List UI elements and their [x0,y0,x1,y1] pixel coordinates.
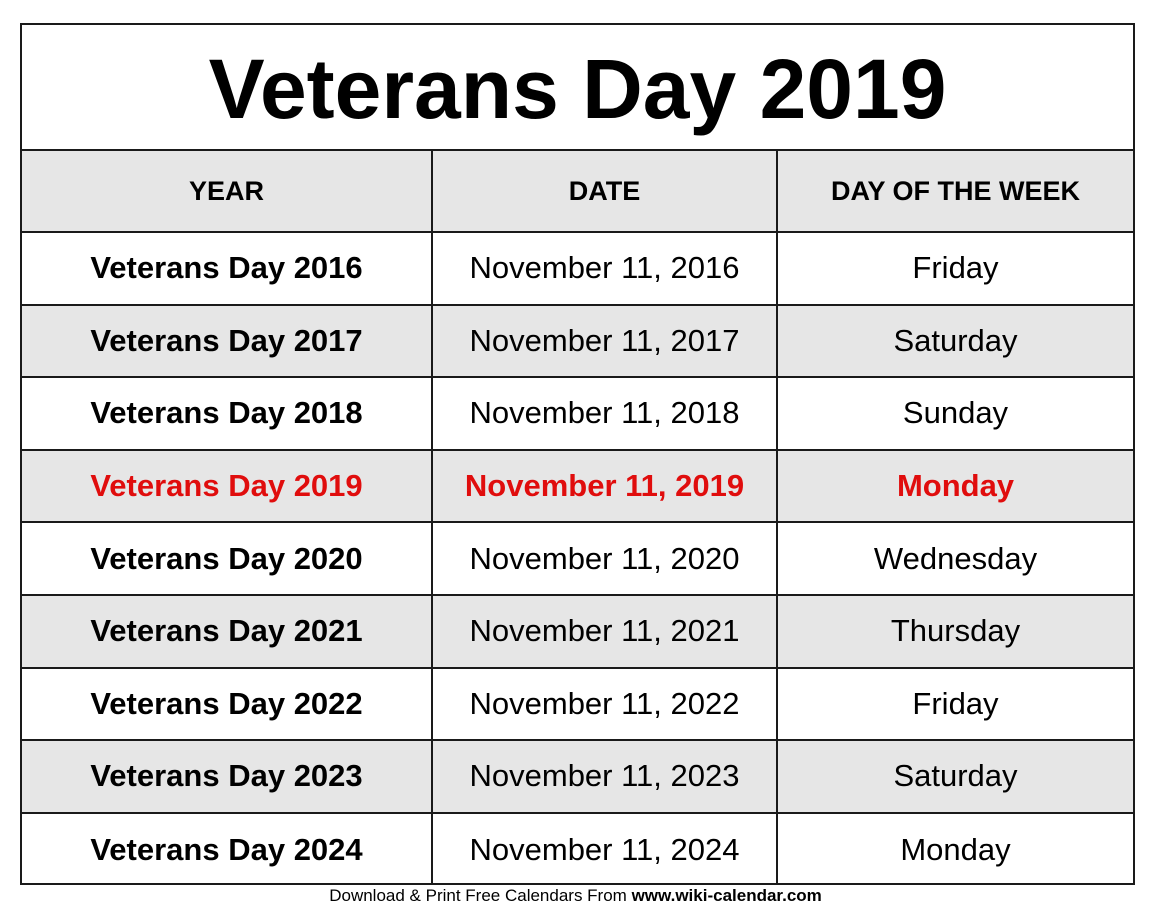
year-cell: Veterans Day 2017 [22,305,432,378]
year-cell: Veterans Day 2023 [22,740,432,813]
year-cell: Veterans Day 2018 [22,377,432,450]
table-row [22,813,1133,886]
page-title: Veterans Day 2019 [22,25,1133,151]
table-row [22,740,1133,813]
day-cell: Saturday [777,305,1133,378]
day-cell: Thursday [777,595,1133,668]
year-cell: Veterans Day 2021 [22,595,432,668]
date-cell: November 11, 2021 [432,595,777,668]
footer [0,886,1151,906]
year-cell: Veterans Day 2022 [22,668,432,741]
table-row [22,668,1133,741]
table-header-row [22,151,1133,232]
date-cell: November 11, 2023 [432,740,777,813]
veterans-day-table [22,151,1133,885]
day-cell: Monday [777,450,1133,523]
table-row [22,305,1133,378]
table-row [22,522,1133,595]
year-cell: Veterans Day 2020 [22,522,432,595]
year-cell: Veterans Day 2016 [22,232,432,305]
column-header-date: DATE [432,151,777,232]
date-cell: November 11, 2020 [432,522,777,595]
day-cell: Saturday [777,740,1133,813]
day-cell: Friday [777,232,1133,305]
table-row-highlighted [22,450,1133,523]
date-cell: November 11, 2024 [432,813,777,886]
table-row [22,595,1133,668]
date-cell: November 11, 2017 [432,305,777,378]
date-cell: November 11, 2022 [432,668,777,741]
table-row [22,232,1133,305]
year-cell: Veterans Day 2019 [22,450,432,523]
table-row [22,377,1133,450]
footer-site-link[interactable]: www.wiki-calendar.com [631,886,822,905]
day-cell: Monday [900,831,1011,867]
column-header-day-of-week: DAY OF THE WEEK [777,151,1133,232]
footer-text: Download & Print Free Calendars From [329,886,632,905]
date-cell: November 11, 2018 [432,377,777,450]
day-cell: Wednesday [777,522,1133,595]
day-cell: Friday [777,668,1133,741]
year-cell: Veterans Day 2024 [22,813,432,886]
calendar-sheet [20,23,1135,885]
day-cell: Sunday [777,377,1133,450]
date-cell: November 11, 2016 [432,232,777,305]
column-header-year: YEAR [22,151,432,232]
date-cell: November 11, 2019 [432,450,777,523]
